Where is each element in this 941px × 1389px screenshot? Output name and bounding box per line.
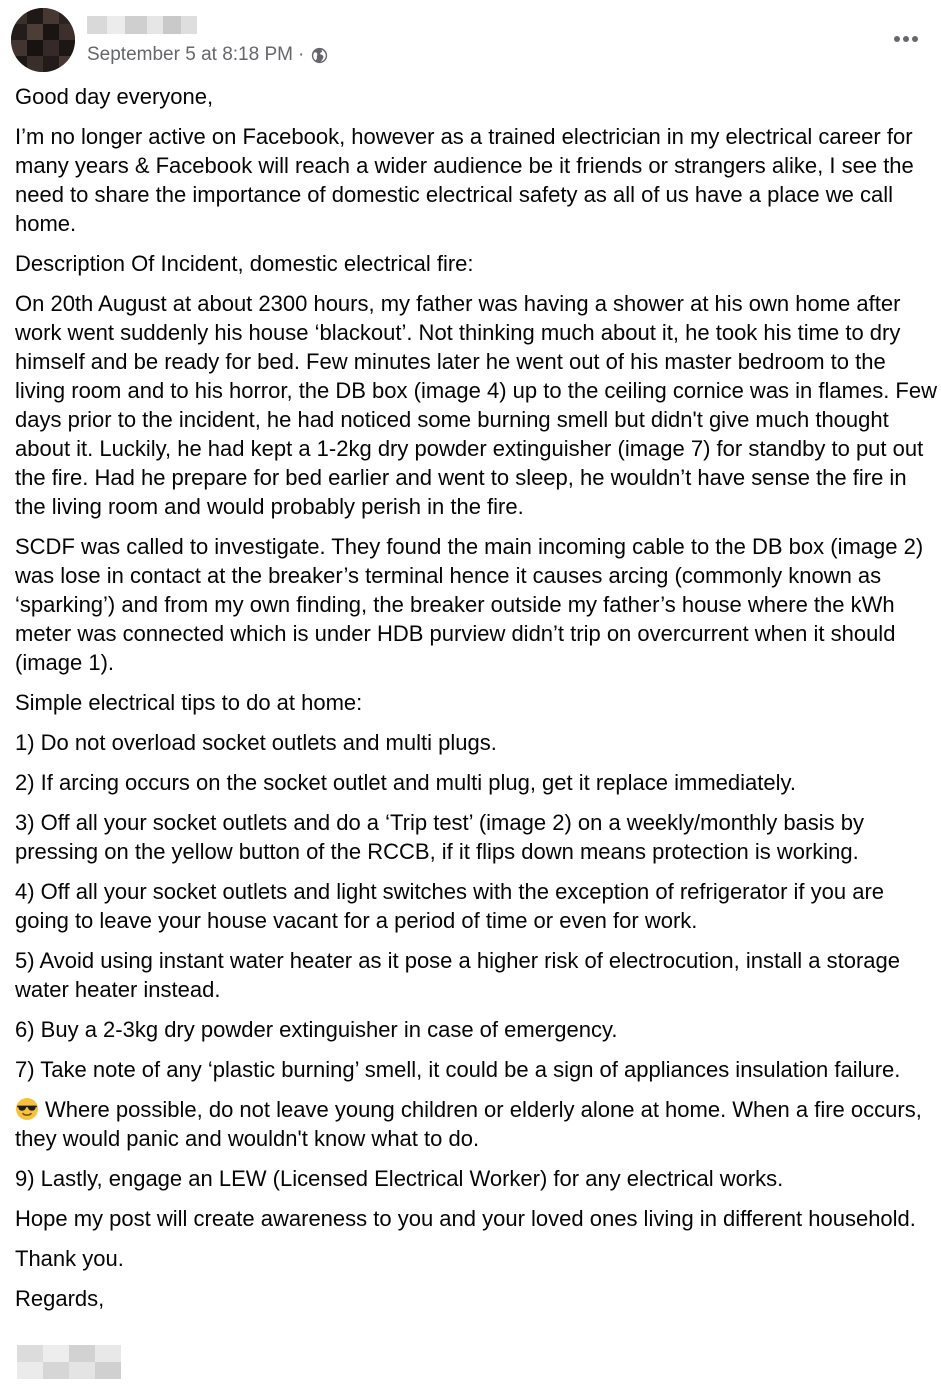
tip-item: 1) Do not overload socket outlets and multi plugs. [15, 730, 497, 755]
tip-item-8-text: Where possible, do not leave young children or elderly alone at home. When a fire occurs, they would panic and wouldn't know what to do. [15, 1097, 922, 1151]
globe-icon[interactable] [311, 47, 328, 64]
regards-line: Regards, [15, 1286, 105, 1311]
intro-paragraph: I’m no longer active on Facebook, however as a trained electrician in my electrical career for many years & Facebook will reach a wider audience be it friends or strangers alike, I see the need to share the importance of domestic electrical safety as all of us have a place we call home. [15, 124, 914, 236]
investigation-paragraph: SCDF was called to investigate. They found the main incoming cable to the DB box (image 2) was lose in contact at the breaker’s terminal hence it causes arcing (commonly known as ‘sparking’) and from my own finding, the breaker outside my father’s house where the kWh meter was connected which is under HDB purview didn’t trip on overcurrent when it should (image 1). [15, 534, 924, 675]
smiling-face-with-sunglasses-icon [15, 1097, 39, 1121]
tip-item: 2) If arcing occurs on the socket outlet and multi plug, get it replace immediately. [15, 770, 796, 795]
post-body [15, 82, 937, 1324]
tip-item: 3) Off all your socket outlets and do a ‘Trip test’ (image 2) on a weekly/monthly basis by pressing on the yellow button of the RCCB, if it flips down means protection is working. [15, 810, 865, 864]
post-timestamp[interactable]: September 5 at 8:18 PM [87, 44, 293, 65]
tip-item: 9) Lastly, engage an LEW (Licensed Electrical Worker) for any electrical works. [15, 1166, 784, 1191]
closing-paragraph: Hope my post will create awareness to you and your loved ones living in different household. [15, 1206, 916, 1231]
incident-paragraph: On 20th August at about 2300 hours, my father was having a shower at his own home after work went suddenly his house ‘blackout’. Not thinking much about it, he took his time to dry himself and be ready for bed. Few minutes later he went out of his master bedroom to the living room and to his horror, the DB box (image 4) up to the ceiling cornice was in flames. Few days prior to the incident, he had noticed some burning smell but didn't give much thought about it. Luckily, he had kept a 1-2kg dry powder extinguisher (image 7) for standby to put out the fire. Had he prepare for bed earlier and went to sleep, he wouldn’t have sense the fire in the living room and would probably perish in the fire. [15, 291, 937, 519]
tip-item: 6) Buy a 2-3kg dry powder extinguisher in case of emergency. [15, 1017, 618, 1042]
thanks-line: Thank you. [15, 1246, 124, 1271]
post-meta [87, 44, 328, 66]
tip-item-8 [15, 1095, 937, 1153]
greeting: Good day everyone, [15, 84, 214, 109]
tips-heading: Simple electrical tips to do at home: [15, 690, 363, 715]
avatar[interactable] [11, 8, 75, 72]
author-name-redacted[interactable] [87, 16, 197, 34]
description-heading: Description Of Incident, domestic electrical fire: [15, 251, 474, 276]
meta-separator: · [297, 44, 305, 65]
more-options-icon[interactable] [886, 24, 926, 54]
signature-redacted [17, 1345, 121, 1379]
tip-item: 4) Off all your socket outlets and light switches with the exception of refrigerator if you are going to leave your house vacant for a period of time or even for work. [15, 879, 885, 933]
tip-item: 7) Take note of any ‘plastic burning’ smell, it could be a sign of appliances insulation failure. [15, 1057, 901, 1082]
tip-item: 5) Avoid using instant water heater as it pose a higher risk of electrocution, install a storage water heater instead. [15, 948, 900, 1002]
post-header [0, 0, 941, 84]
